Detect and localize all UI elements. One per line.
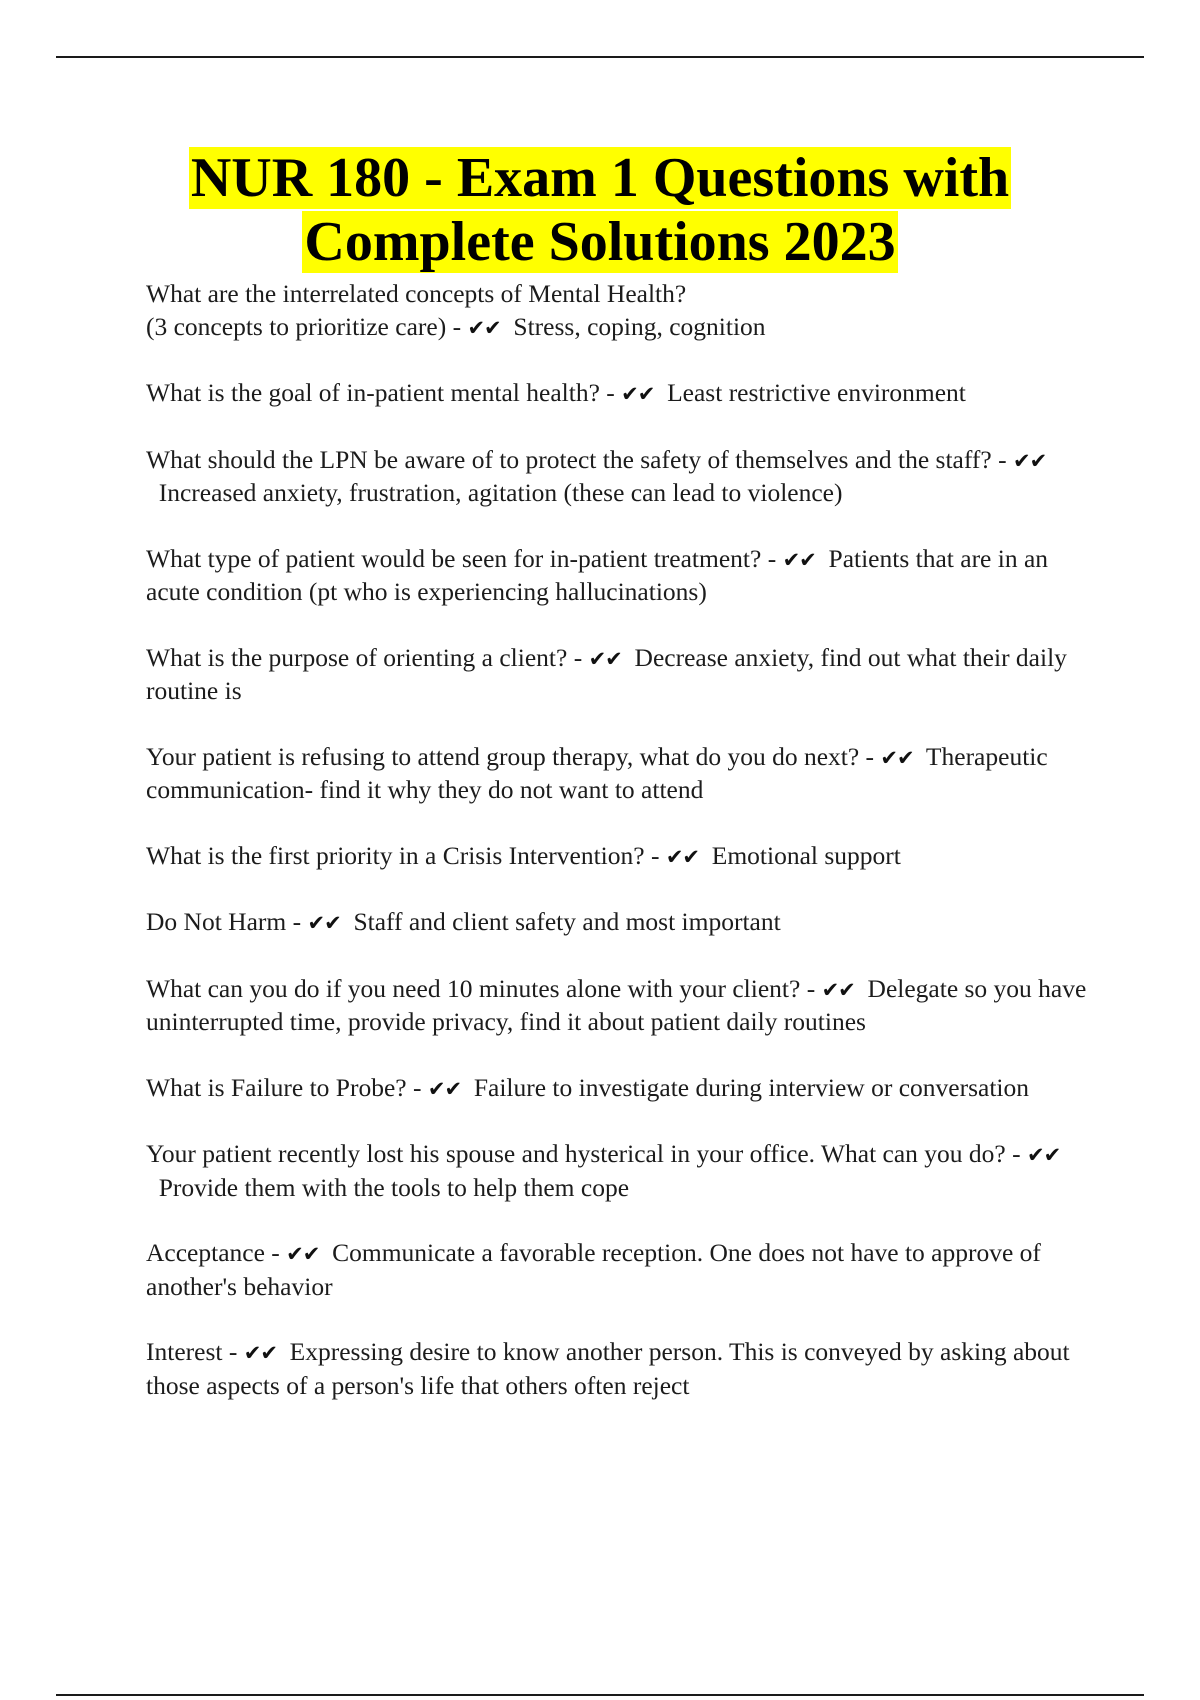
qa-separator: -	[991, 444, 1013, 474]
qa-separator: -	[286, 907, 308, 936]
double-check-icon: ✔✔	[588, 646, 622, 671]
qa-item	[146, 642, 1096, 708]
qa-answer: Failure to investigate during interview or conversation	[473, 1072, 1029, 1102]
qa-question: What type of patient would be seen for in-patient treatment?	[146, 543, 762, 573]
qa-question: What should the LPN be aware of to protect the safety of themselves and the staff?	[146, 444, 992, 474]
qa-item	[146, 906, 1096, 940]
double-check-icon: ✔✔	[243, 1341, 277, 1365]
double-check-icon: ✔✔	[880, 745, 914, 770]
double-check-icon: ✔✔	[427, 1076, 462, 1101]
qa-separator: -	[406, 1072, 428, 1102]
qa-list	[146, 278, 1096, 1435]
qa-answer: Expressing desire to know another person. This is conveyed by asking about those aspects of a person's life that others often reject	[146, 1337, 1070, 1400]
double-check-icon: ✔✔	[621, 382, 655, 406]
title-line-1: NUR 180 - Exam 1 Questions with	[190, 147, 1010, 209]
top-rule	[56, 56, 1144, 58]
qa-answer: Least restrictive environment	[667, 378, 966, 407]
qa-question: Acceptance	[146, 1238, 265, 1267]
page-title	[60, 146, 1140, 274]
qa-answer: Delegate so you have uninterrupted time, provide privacy, find it about patient daily routines	[146, 973, 1087, 1036]
qa-separator: -	[859, 741, 881, 771]
qa-answer: Patients that are in an acute condition (pt who is experiencing hallucinations)	[146, 543, 1049, 606]
qa-item	[146, 840, 1096, 874]
qa-separator: -	[644, 840, 666, 870]
title-highlight	[189, 147, 1011, 273]
qa-question: What is Failure to Probe?	[146, 1072, 407, 1102]
qa-question: What can you do if you need 10 minutes alone with your client?	[146, 973, 801, 1003]
double-check-icon: ✔✔	[665, 844, 700, 869]
qa-item	[146, 1336, 1096, 1402]
qa-answer: Increased anxiety, frustration, agitation (these can lead to violence)	[158, 478, 843, 507]
qa-answer: Stress, coping, cognition	[513, 311, 766, 341]
bottom-rule	[56, 1694, 1144, 1696]
qa-separator: -	[761, 543, 783, 573]
title-line-2: Complete Solutions 2023	[304, 211, 896, 273]
qa-answer: Provide them with the tools to help them cope	[158, 1172, 630, 1202]
qa-item	[146, 973, 1096, 1039]
double-check-icon: ✔✔	[782, 547, 816, 572]
qa-separator: -	[446, 311, 468, 341]
qa-separator: -	[264, 1238, 287, 1267]
qa-item	[146, 1138, 1096, 1204]
qa-item	[146, 543, 1096, 609]
qa-question: What are the interrelated concepts of Mental Health? (3 concepts to prioritize care)	[146, 279, 687, 341]
qa-question: What is the first priority in a Crisis Intervention?	[146, 840, 645, 870]
qa-question: Do Not Harm	[146, 907, 287, 936]
qa-answer: Staff and client safety and most important	[353, 907, 781, 936]
qa-question: Your patient is refusing to attend group therapy, what do you do next?	[146, 741, 860, 771]
qa-answer: Therapeutic communication- find it why they do not want to attend	[146, 741, 1048, 804]
qa-separator: -	[222, 1337, 244, 1366]
double-check-icon: ✔✔	[307, 911, 341, 935]
double-check-icon: ✔✔	[467, 315, 501, 340]
double-check-icon: ✔✔	[286, 1242, 320, 1266]
qa-item	[146, 1237, 1096, 1303]
qa-answer: Decrease anxiety, find out what their daily routine is	[146, 642, 1067, 705]
qa-separator: -	[599, 378, 622, 407]
qa-question: Your patient recently lost his spouse and hysterical in your office. What can you do?	[146, 1139, 1006, 1168]
qa-answer: Communicate a favorable reception. One does not have to approve of another's behavior	[146, 1238, 1041, 1301]
qa-item	[146, 377, 1096, 411]
qa-question: Interest	[146, 1337, 223, 1366]
qa-item	[146, 741, 1096, 807]
double-check-icon: ✔✔	[1012, 448, 1047, 473]
qa-separator: -	[567, 642, 589, 672]
qa-separator: -	[1005, 1139, 1027, 1168]
qa-item	[146, 444, 1096, 510]
double-check-icon: ✔✔	[1026, 1143, 1061, 1167]
qa-item	[146, 1072, 1096, 1106]
qa-answer: Emotional support	[711, 840, 901, 870]
qa-separator: -	[800, 973, 822, 1003]
qa-question: What is the purpose of orienting a client?	[146, 642, 568, 672]
qa-item	[146, 278, 1096, 344]
double-check-icon: ✔✔	[821, 977, 855, 1002]
qa-question: What is the goal of in-patient mental health?	[146, 378, 600, 407]
